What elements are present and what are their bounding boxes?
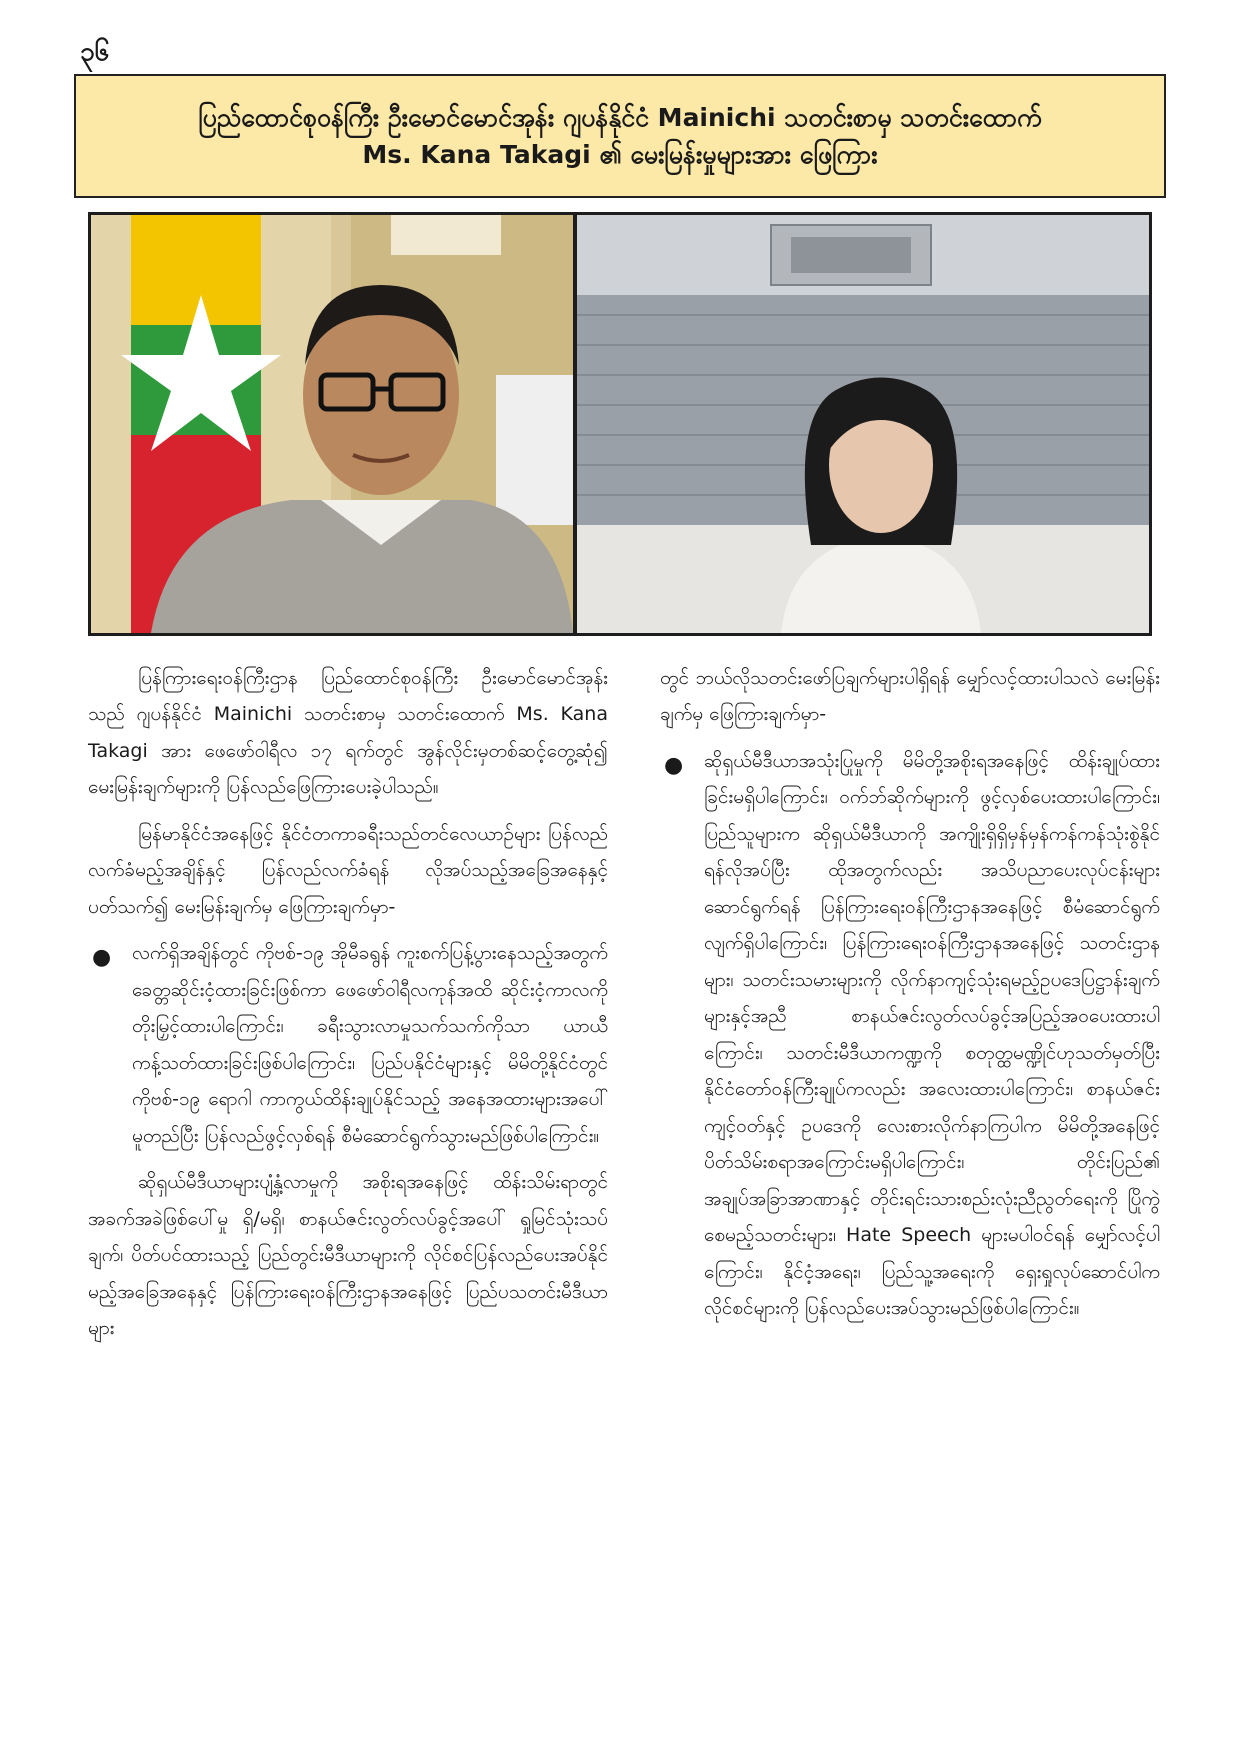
- ceiling-vent: [771, 225, 931, 285]
- bullet-icon: ●: [92, 945, 112, 971]
- paragraph: တွင် ဘယ်လိုသတင်းဖော်ပြချက်များပါရှိရန် မျှော်လင့်ထားပါသလဲ မေးမြန်းချက်မှ ဖြေကြားချက်မှာ-: [660, 667, 1160, 726]
- article-title-line-1: ပြည်ထောင်စုဝန်ကြီး ဦးမောင်မောင်အုန်း ဂျပန်နိုင်ငံ Mainichi သတင်းစာမှ သတင်းထောက်: [198, 102, 1042, 132]
- article-title-box: [74, 74, 1166, 198]
- left-column: [88, 660, 608, 1356]
- bullet-icon: ●: [664, 752, 684, 778]
- article-title-line-2: Ms. Kana Takagi ၏ မေးမြန်းမှုများအား ဖြေကြား: [362, 140, 878, 169]
- right-column: [660, 660, 1160, 1336]
- bullet-item: [88, 935, 608, 1154]
- bullet-item: [660, 743, 1160, 1327]
- minister-video-panel: [91, 215, 573, 633]
- page-number: ၃၆: [80, 37, 110, 67]
- paragraph: ဆိုရှယ်မီဒီယာများပျံ့နှံ့လာမှုကို အစိုးရအနေဖြင့် ထိန်းသိမ်းရာတွင် အခက်အခဲဖြစ်ပေါ်မှု ရှိ/မရှိ၊ စာနယ်ဇင်းလွတ်လပ်ခွင့်အပေါ် ရှုမြင်သုံးသပ်ချက်၊ ပိတ်ပင်ထားသည့် ပြည်တွင်းမီဒီယာများကို လိုင်စင်ပြန်လည်ပေးအပ်နိုင်မည့်အခြေအနေနှင့် ပြန်ကြားရေးဝန်ကြီးဌာနအနေဖြင့် ပြည်ပသတင်းမီဒီယာများ: [88, 1171, 608, 1339]
- bullet-text: ဆိုရှယ်မီဒီယာအသုံးပြုမှုကို မိမိတို့အစိုးရအနေဖြင့် ထိန်းချုပ်ထားခြင်းမရှိပါကြောင်း၊ ဝက်ဘ်ဆိုက်များကို ဖွင့်လှစ်ပေးထားပါကြောင်း၊ ပြည်သူများက ဆိုရှယ်မီဒီယာကို အကျိုးရှိရှိမှန်မှန်ကန်ကန်သုံးစွဲနိုင်ရန်လိုအပ်ပြီး ထိုအတွက်လည်း အသိပညာပေးလုပ်ငန်းများဆောင်ရွက်ရန် ပြန်ကြားရေးဝန်ကြီးဌာနအနေဖြင့် စီမံဆောင်ရွက်လျက်ရှိပါကြောင်း၊ ပြန်ကြားရေးဝန်ကြီးဌာနအနေဖြင့် သတင်းဌာနများ၊ သတင်းသမားများကို လိုက်နာကျင့်သုံးရမည့်ဥပဒေပြဋ္ဌာန်းချက်များနှင့်အညီ စာနယ်ဇင်းလွတ်လပ်ခွင့်အပြည့်အဝပေးထားပါကြောင်း၊ သတင်းမီဒီယာကဏ္ဍကို စတုတ္ထမဏ္ဍိုင်ဟုသတ်မှတ်ပြီး နိုင်ငံတော်ဝန်ကြီးချုပ်ကလည်း အလေးထားပါကြောင်း၊ စာနယ်ဇင်းကျင့်ဝတ်နှင့် ဥပဒေကို လေးစားလိုက်နာကြပါက မိမိတို့အနေဖြင့် ပိတ်သိမ်းစရာအကြောင်းမရှိပါကြောင်း၊ တိုင်းပြည်၏ အချုပ်အခြာအာဏာနှင့် တိုင်းရင်းသားစည်းလုံးညီညွတ်ရေးကို ပြိုကွဲစေမည့်သတင်းများ၊ Hate Speech များမပါဝင်ရန် မျှော်လင့်ပါကြောင်း၊ နိုင်ငံ့အရေး၊ ပြည်သူ့အရေးကို ရှေးရှုလုပ်ဆောင်ပါက လိုင်စင်များကို ပြန်လည်ပေးအပ်သွားမည်ဖြစ်ပါကြောင်း။: [704, 749, 1160, 1319]
- video-call-photo: [88, 212, 1152, 636]
- paragraph: မြန်မာနိုင်ငံအနေဖြင့် နိုင်ငံတကာခရီးသည်တင်လေယာဉ်များ ပြန်လည်လက်ခံမည့်အချိန်နှင့် ပြန်လည်လက်ခံရန် လိုအပ်သည့်အခြေအနေနှင့်ပတ်သက်၍ မေးမြန်းချက်မှ ဖြေကြားချက်မှာ-: [88, 822, 608, 918]
- journalist-video-panel: [577, 215, 1149, 633]
- bullet-text: လက်ရှိအချိန်တွင် ကိုဗစ်-၁၉ အိုမီခရွန် ကူးစက်ပြန့်ပွားနေသည့်အတွက် ခေတ္တဆိုင်းငံ့ထားခြင်းဖြစ်ကာ ဖေဖော်ဝါရီလကုန်အထိ ဆိုင်းငံ့ကာလကို တိုးမြှင့်ထားပါကြောင်း၊ ခရီးသွားလာမှုသက်သက်ကိုသာ ယာယီကန့်သတ်ထားခြင်းဖြစ်ပါကြောင်း၊ ပြည်ပနိုင်ငံများနှင့် မိမိတို့နိုင်ငံတွင် ကိုဗစ်-၁၉ ရောဂါ ကာကွယ်ထိန်းချုပ်နိုင်သည့် အနေအထားများအပေါ် မူတည်ပြီး ပြန်လည်ဖွင့်လှစ်ရန် စီမံဆောင်ရွက်သွားမည်ဖြစ်ပါကြောင်း။: [132, 942, 608, 1147]
- paragraph: ပြန်ကြားရေးဝန်ကြီးဌာန ပြည်ထောင်စုဝန်ကြီး ဦးမောင်မောင်အုန်းသည် ဂျပန်နိုင်ငံ Mainichi သတင်းစာမှ သတင်းထောက် Ms. Kana Takagi အား ဖေဖော်ဝါရီလ ၁၇ ရက်တွင် အွန်လိုင်းမှတစ်ဆင့်တွေ့ဆုံ၍ မေးမြန်းချက်များကို ပြန်လည်ဖြေကြားပေးခဲ့ပါသည်။: [88, 667, 608, 799]
